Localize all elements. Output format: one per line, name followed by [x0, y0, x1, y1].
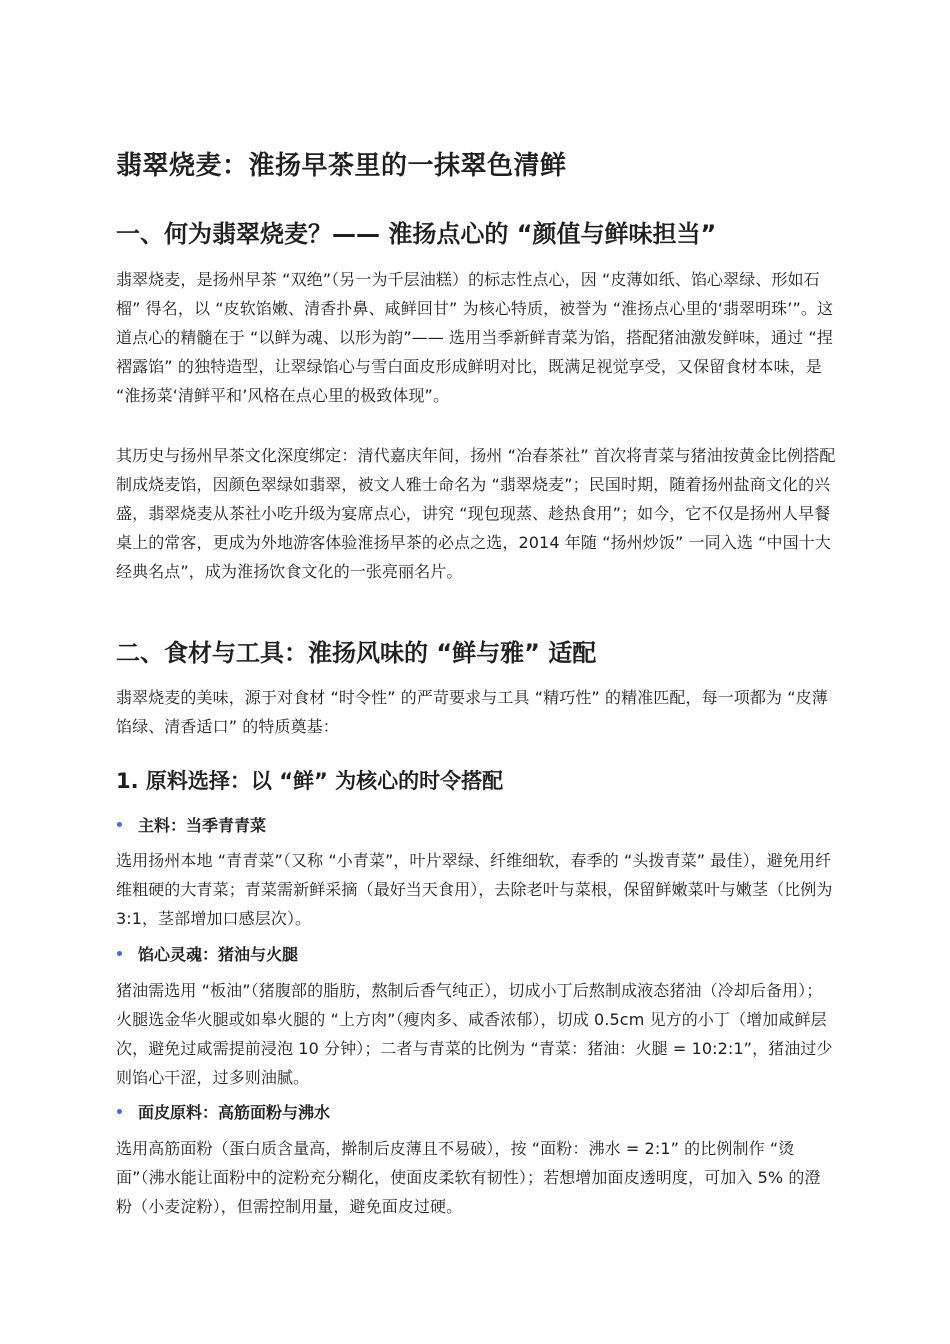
subsection-1-heading: 1. 原料选择：以 “鲜” 为核心的时令搭配 [116, 769, 504, 793]
section-2-intro: 翡翠烧麦的美味，源于对食材 “时令性” 的严苛要求与工具 “精巧性” 的精准匹配，每一项都为 “皮薄馅绿、清香适口” 的特质奠基： [116, 688, 828, 736]
bullet-filling-text: 猪油需选用 “板油”（猪腹部的脂肪，熬制后香气纯正），切成小丁后熬制成液态猪油（冷却后备用）；火腿选金华火腿或如皋火腿的 “上方肉”（瘦肉多、咸香浓郁），切成 0.5cm 见方的小丁（增加咸鲜层次，避免过咸需提前浸泡 10 分钟）；二者与青菜的比例为 “青菜：猪油：火腿 = 10:2:1”，猪油过少则馅心干涩，过多则油腻。 [116, 981, 833, 1087]
bullet-dot-icon [117, 1109, 122, 1114]
section-1-heading: 一、何为翡翠烧麦？—— 淮扬点心的 “颜值与鲜味担当” [116, 220, 717, 248]
bullet-dot-icon [117, 822, 122, 827]
bullet-filling [116, 939, 298, 967]
document-title: 翡翠烧麦：淮扬早茶里的一抹翠色清鲜 [116, 151, 567, 181]
bullet-label: 面皮原料：高筋面粉与沸水 [138, 1102, 331, 1122]
section-1-paragraph-2: 其历史与扬州早茶文化深度绑定：清代嘉庆年间，扬州 “冶春茶社” 首次将青菜与猪油按黄金比例搭配制成烧麦馅，因颜色翠绿如翡翠，被文人雅士命名为 “翡翠烧麦”；民国时期，随着扬州盐商文化的兴盛，翡翠烧麦从茶社小吃升级为宴席点心，讲究 “现包现蒸、趁热食用”；如今，它不仅是扬州人早餐桌上的常客，更成为外地游客体验淮扬早茶的必点之选，2014 年随 “扬州炒饭” 一同入选 “中国十大经典名点”，成为淮扬饮食文化的一张亮丽名片。 [116, 446, 836, 581]
bullet-main-ingredient-text: 选用扬州本地 “青青菜”（又称 “小青菜”，叶片翠绿、纤维细软，春季的 “头拨青菜” 最佳），避免用纤维粗硬的大青菜；青菜需新鲜采摘（最好当天食用），去除老叶与菜根，保留鲜嫩菜叶与嫩茎（比例为 3:1，茎部增加口感层次）。 [116, 851, 833, 928]
bullet-wrapper [116, 1097, 330, 1125]
bullet-wrapper-text: 选用高筋面粉（蛋白质含量高，擀制后皮薄且不易破），按 “面粉：沸水 = 2:1” 的比例制作 “烫面”（沸水能让面粉中的淀粉充分糊化，使面皮柔软有韧性）；若想增加面皮透明度，可加入 5% 的澄粉（小麦淀粉），但需控制用量，避免面皮过硬。 [116, 1139, 821, 1216]
bullet-main-ingredient [116, 810, 266, 838]
bullet-label: 主料：当季青青菜 [138, 815, 267, 835]
section-1-paragraph-1: 翡翠烧麦，是扬州早茶 “双绝”（另一为千层油糕）的标志性点心，因 “皮薄如纸、馅心翠绿、形如石榴” 得名，以 “皮软馅嫩、清香扑鼻、咸鲜回甘” 为核心特质，被誉为 “淮扬点心里的‘翡翠明珠’”。这道点心的精髓在于 “以鲜为魂、以形为韵”—— 选用当季新鲜青菜为馅，搭配猪油激发鲜味，通过 “捏褶露馅” 的独特造型，让翠绿馅心与雪白面皮形成鲜明对比，既满足视觉享受，又保留食材本味，是 “淮扬菜‘清鲜平和’风格在点心里的极致体现”。 [116, 270, 834, 405]
bullet-label: 馅心灵魂：猪油与火腿 [138, 944, 299, 964]
bullet-dot-icon [117, 951, 122, 956]
section-2-heading: 二、食材与工具：淮扬风味的 “鲜与雅” 适配 [116, 639, 597, 667]
